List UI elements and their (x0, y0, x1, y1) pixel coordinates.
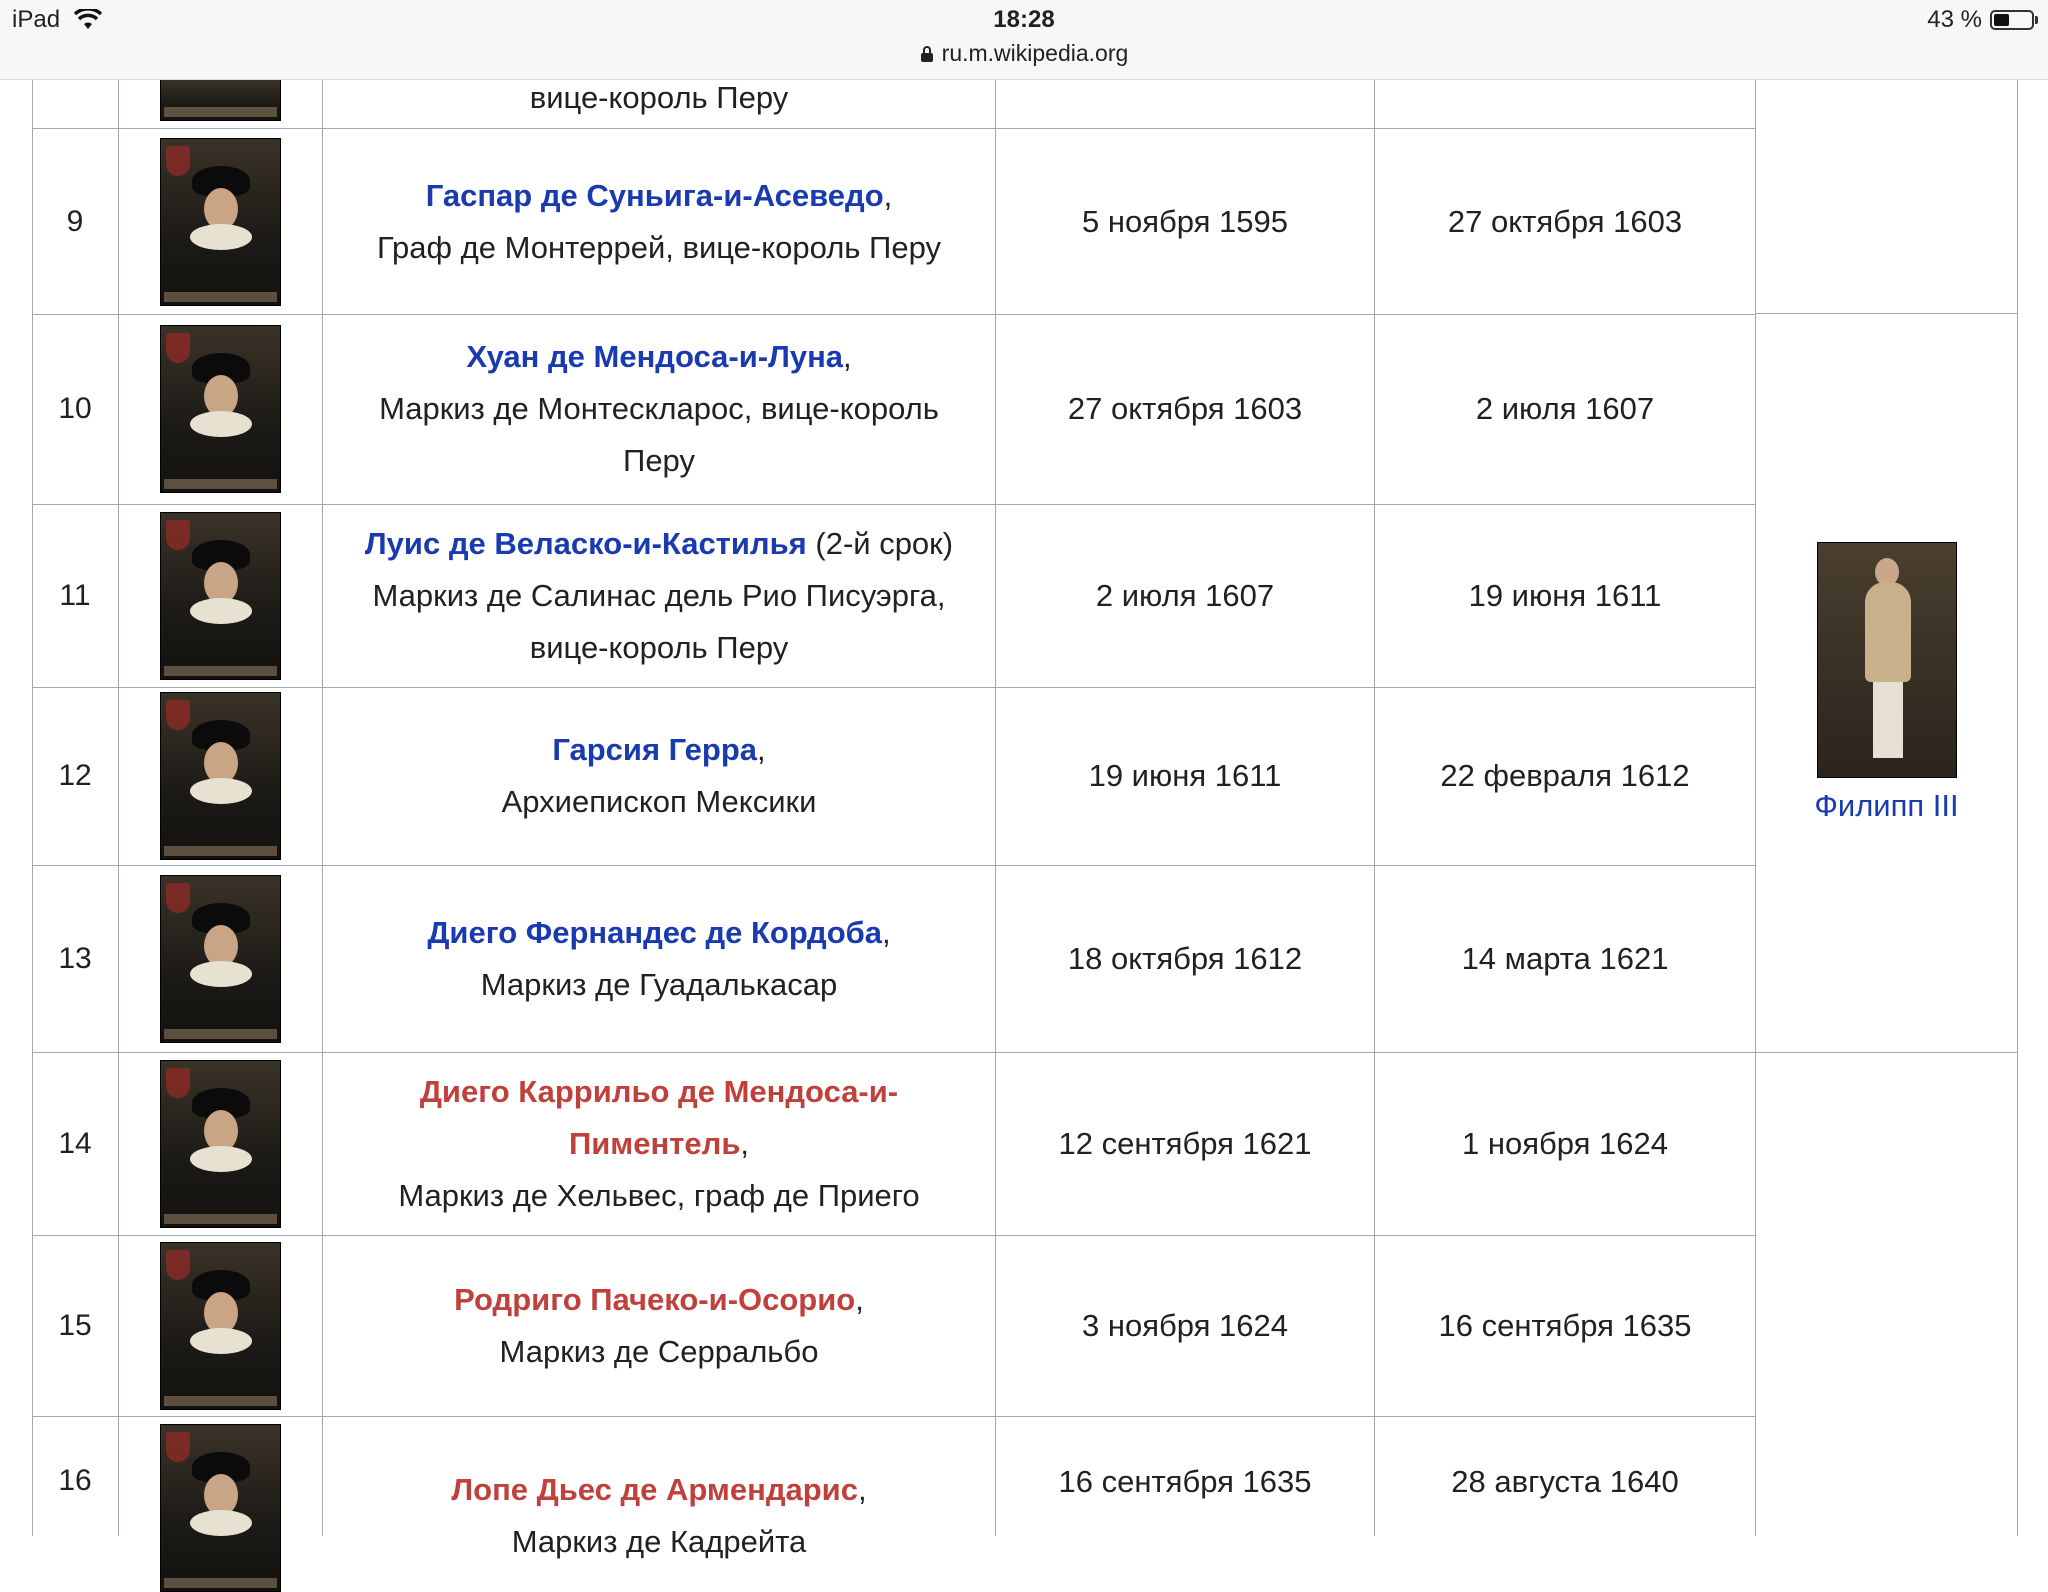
viceroy-title: Граф де Монтеррей, вице-король Перу (377, 229, 941, 265)
viceroy-name-link[interactable]: Лопе Дьес де Армендарис (451, 1472, 858, 1507)
name-suffix: , (843, 339, 852, 374)
viceroy-name-link[interactable]: Родриго Пачеко-и-Осорио (454, 1281, 856, 1317)
viceroy-name-link[interactable]: Диего Фернандес де Кордоба (427, 914, 883, 950)
url-text: ru.m.wikipedia.org (941, 40, 1129, 66)
table-row (32, 79, 1756, 129)
monarch-portrait[interactable] (1817, 542, 1957, 778)
viceroy-title: Маркиз де Монтескларос, вице-король Перу (379, 391, 939, 478)
name-suffix: (2-й срок) (806, 525, 954, 561)
name-suffix: , (857, 1472, 867, 1507)
term-end: 2 июля 1607 (1475, 391, 1655, 426)
term-end: 16 сентября 1635 (1438, 1307, 1692, 1343)
table-row (32, 1416, 1756, 1559)
portrait-image[interactable] (160, 692, 281, 860)
viceroy-name-link[interactable]: Гарсия Герра (552, 732, 758, 767)
battery-icon (1990, 10, 2034, 30)
row-number: 12 (58, 759, 92, 792)
viceroy-title: Маркиз де Кадрейта (511, 1524, 807, 1559)
viceroy-title: Маркиз де Салинас дель Рио Писуэрга, вице-король Перу (372, 577, 946, 665)
term-end: 1 ноября 1624 (1461, 1125, 1668, 1161)
term-start: 16 сентября 1635 (1058, 1464, 1312, 1499)
portrait-image[interactable] (160, 1060, 281, 1228)
device-name: iPad (12, 6, 61, 33)
status-bar (0, 0, 2048, 80)
term-end: 19 июня 1611 (1468, 577, 1662, 613)
viceroy-name-link[interactable]: Диего Каррильо де Мендоса-и-Пиментель (419, 1073, 899, 1161)
table-row (32, 129, 1756, 315)
term-start: 2 июля 1607 (1095, 577, 1275, 613)
lock-icon (920, 45, 934, 63)
table-row (32, 504, 1756, 688)
term-start: 18 октября 1612 (1067, 940, 1303, 976)
table-row (32, 314, 1756, 505)
viceroy-title: Архиепископ Мексики (501, 784, 817, 819)
name-suffix: , (740, 1125, 750, 1161)
monarch-link[interactable]: Филипп III (1814, 788, 1959, 823)
term-end: 28 августа 1640 (1451, 1464, 1679, 1499)
table-row (32, 687, 1756, 866)
address-bar[interactable] (0, 40, 2048, 67)
term-end: 14 марта 1621 (1461, 940, 1669, 976)
row-number: 9 (66, 204, 84, 238)
table-row (32, 865, 1756, 1053)
portrait-image[interactable] (160, 79, 281, 121)
name-suffix: , (883, 177, 893, 213)
viceroy-title: вице-король Перу (529, 80, 789, 115)
term-end: 27 октября 1603 (1447, 203, 1683, 239)
term-start: 12 сентября 1621 (1058, 1125, 1312, 1161)
row-number: 16 (58, 1464, 92, 1497)
viceroy-name-link[interactable]: Луис де Веласко-и-Кастилья (364, 525, 807, 561)
viceroy-name-link[interactable]: Гаспар де Суньига-и-Асеведо (425, 177, 884, 213)
term-start: 27 октября 1603 (1067, 391, 1303, 426)
row-number: 15 (58, 1308, 92, 1342)
viceroy-title: Маркиз де Гуадалькасар (480, 966, 838, 1002)
row-number: 14 (58, 1126, 92, 1160)
row-number: 13 (58, 941, 92, 975)
name-suffix: , (882, 914, 891, 950)
portrait-image[interactable] (160, 1242, 281, 1410)
portrait-image[interactable] (160, 875, 281, 1043)
row-number: 10 (58, 392, 92, 425)
portrait-image[interactable] (160, 325, 281, 493)
term-end: 22 февраля 1612 (1440, 758, 1690, 793)
name-suffix: , (855, 1281, 864, 1317)
portrait-image[interactable] (160, 512, 281, 680)
name-suffix: , (757, 732, 766, 767)
viceroy-name-link[interactable]: Хуан де Мендоса-и-Луна (466, 339, 844, 374)
monarch-cell (1756, 314, 2017, 1052)
term-start: 19 июня 1611 (1088, 758, 1282, 793)
clock: 18:28 (993, 6, 1055, 33)
portrait-image[interactable] (160, 1424, 281, 1592)
table-row (32, 1235, 1756, 1417)
viceroy-title: Маркиз де Серральбо (499, 1333, 819, 1369)
battery-percent: 43 % (1927, 6, 1982, 33)
table-row (32, 1052, 1756, 1236)
row-number: 11 (59, 578, 91, 612)
term-start: 3 ноября 1624 (1081, 1307, 1288, 1343)
term-start: 5 ноября 1595 (1081, 203, 1288, 239)
portrait-image[interactable] (160, 138, 281, 306)
viceroy-title: Маркиз де Хельвес, граф де Приего (398, 1177, 920, 1213)
